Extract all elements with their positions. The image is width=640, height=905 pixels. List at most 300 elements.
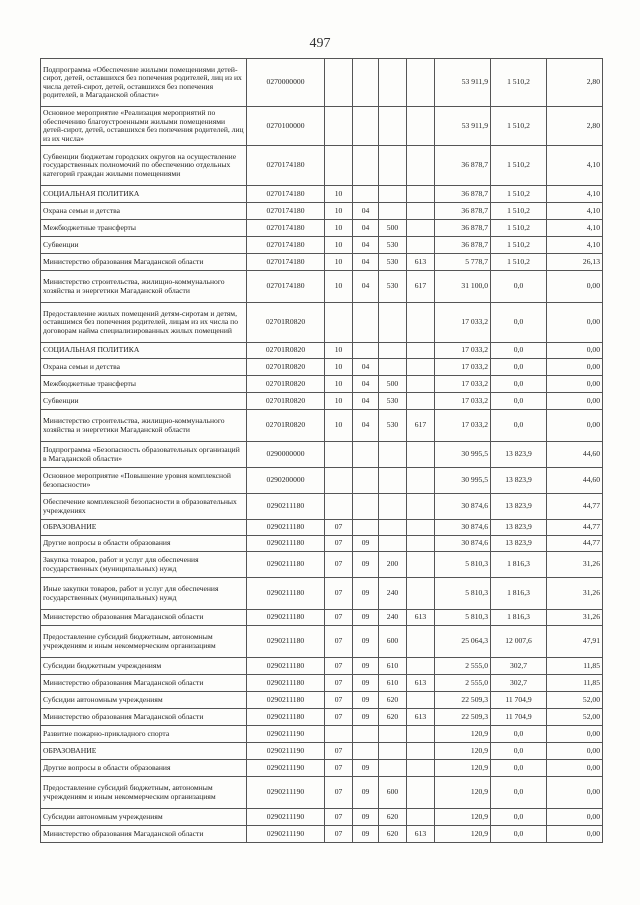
row-name: ОБРАЗОВАНИЕ bbox=[41, 743, 247, 760]
row-subsection: 04 bbox=[353, 393, 379, 410]
row-subsection bbox=[353, 59, 379, 107]
table-body bbox=[41, 59, 603, 843]
row-target-code: 0270000000 bbox=[247, 59, 325, 107]
row-plan-amount: 22 509,3 bbox=[435, 692, 491, 709]
row-section bbox=[325, 442, 353, 468]
row-execution-percent: 31,26 bbox=[547, 578, 603, 610]
row-ministry-code bbox=[407, 809, 435, 826]
row-plan-amount: 5 810,3 bbox=[435, 552, 491, 578]
row-executed-amount: 1 510,2 bbox=[491, 186, 547, 203]
row-subsection: 09 bbox=[353, 826, 379, 843]
row-plan-amount: 22 509,3 bbox=[435, 709, 491, 726]
row-target-code: 0290211180 bbox=[247, 494, 325, 520]
row-plan-amount: 17 033,2 bbox=[435, 410, 491, 442]
row-expense-type bbox=[379, 343, 407, 359]
row-execution-percent: 4,10 bbox=[547, 237, 603, 254]
row-name: Развитие пожарно-прикладного спорта bbox=[41, 726, 247, 743]
row-expense-type: 530 bbox=[379, 237, 407, 254]
row-executed-amount: 0,0 bbox=[491, 303, 547, 343]
row-expense-type: 530 bbox=[379, 393, 407, 410]
row-executed-amount: 11 704,9 bbox=[491, 692, 547, 709]
row-section: 10 bbox=[325, 343, 353, 359]
row-target-code: 0270174180 bbox=[247, 271, 325, 303]
table-row bbox=[41, 203, 603, 220]
row-execution-percent: 0,00 bbox=[547, 777, 603, 809]
row-target-code: 0290211180 bbox=[247, 709, 325, 726]
row-expense-type: 610 bbox=[379, 675, 407, 692]
row-ministry-code: 613 bbox=[407, 709, 435, 726]
row-target-code: 0290211190 bbox=[247, 743, 325, 760]
row-subsection: 09 bbox=[353, 709, 379, 726]
row-subsection bbox=[353, 726, 379, 743]
row-executed-amount: 0,0 bbox=[491, 393, 547, 410]
row-execution-percent: 52,00 bbox=[547, 709, 603, 726]
row-subsection bbox=[353, 520, 379, 536]
table-row bbox=[41, 271, 603, 303]
row-executed-amount: 0,0 bbox=[491, 777, 547, 809]
table-row bbox=[41, 675, 603, 692]
row-section: 07 bbox=[325, 709, 353, 726]
row-plan-amount: 36 878,7 bbox=[435, 237, 491, 254]
row-execution-percent: 44,77 bbox=[547, 520, 603, 536]
row-expense-type bbox=[379, 494, 407, 520]
row-execution-percent: 0,00 bbox=[547, 303, 603, 343]
row-plan-amount: 30 874,6 bbox=[435, 494, 491, 520]
row-ministry-code bbox=[407, 760, 435, 777]
row-target-code: 0290211180 bbox=[247, 536, 325, 552]
row-execution-percent: 44,77 bbox=[547, 536, 603, 552]
row-subsection: 09 bbox=[353, 809, 379, 826]
row-name: Министерство образования Магаданской области bbox=[41, 610, 247, 626]
row-section: 07 bbox=[325, 826, 353, 843]
table-row bbox=[41, 692, 603, 709]
row-executed-amount: 0,0 bbox=[491, 826, 547, 843]
table-row bbox=[41, 254, 603, 271]
table-row bbox=[41, 237, 603, 254]
table-row bbox=[41, 809, 603, 826]
row-execution-percent: 0,00 bbox=[547, 826, 603, 843]
row-subsection bbox=[353, 442, 379, 468]
row-section: 07 bbox=[325, 626, 353, 658]
row-name: Подпрограмма «Обеспечение жилыми помещениями детей-сирот, детей, оставшихся без попечения родителей, лиц из их числа детей-сирот, детей, оставшихся без попечения родителей, в Магаданской области» bbox=[41, 59, 247, 107]
row-executed-amount: 0,0 bbox=[491, 809, 547, 826]
row-executed-amount: 1 816,3 bbox=[491, 552, 547, 578]
row-section: 07 bbox=[325, 552, 353, 578]
row-execution-percent: 11,85 bbox=[547, 658, 603, 675]
row-plan-amount: 17 033,2 bbox=[435, 376, 491, 393]
row-target-code: 0290211180 bbox=[247, 552, 325, 578]
row-ministry-code: 617 bbox=[407, 410, 435, 442]
row-execution-percent: 4,10 bbox=[547, 146, 603, 186]
row-name: СОЦИАЛЬНАЯ ПОЛИТИКА bbox=[41, 186, 247, 203]
row-subsection bbox=[353, 186, 379, 203]
row-subsection bbox=[353, 107, 379, 146]
row-plan-amount: 120,9 bbox=[435, 760, 491, 777]
row-expense-type: 600 bbox=[379, 626, 407, 658]
row-plan-amount: 5 778,7 bbox=[435, 254, 491, 271]
table-row bbox=[41, 359, 603, 376]
row-execution-percent: 4,10 bbox=[547, 203, 603, 220]
row-plan-amount: 2 555,0 bbox=[435, 658, 491, 675]
row-name: Субвенции bbox=[41, 237, 247, 254]
row-executed-amount: 11 704,9 bbox=[491, 709, 547, 726]
row-ministry-code bbox=[407, 376, 435, 393]
row-name: Субсидии автономным учреждениям bbox=[41, 692, 247, 709]
row-section bbox=[325, 726, 353, 743]
row-subsection: 09 bbox=[353, 692, 379, 709]
row-name: Закупка товаров, работ и услуг для обеспечения государственных (муниципальных) нужд bbox=[41, 552, 247, 578]
row-plan-amount: 30 995,5 bbox=[435, 442, 491, 468]
row-ministry-code: 613 bbox=[407, 675, 435, 692]
row-name: Обеспечение комплексной безопасности в образовательных учреждениях bbox=[41, 494, 247, 520]
row-ministry-code bbox=[407, 146, 435, 186]
row-execution-percent: 26,13 bbox=[547, 254, 603, 271]
row-executed-amount: 1 510,2 bbox=[491, 237, 547, 254]
row-ministry-code: 613 bbox=[407, 254, 435, 271]
row-expense-type bbox=[379, 59, 407, 107]
row-target-code: 0270100000 bbox=[247, 107, 325, 146]
row-name: Межбюджетные трансферты bbox=[41, 220, 247, 237]
row-target-code: 0270174180 bbox=[247, 203, 325, 220]
row-subsection bbox=[353, 303, 379, 343]
row-expense-type bbox=[379, 520, 407, 536]
row-executed-amount: 1 510,2 bbox=[491, 59, 547, 107]
row-plan-amount: 53 911,9 bbox=[435, 59, 491, 107]
row-expense-type bbox=[379, 303, 407, 343]
row-target-code: 0290000000 bbox=[247, 442, 325, 468]
row-ministry-code bbox=[407, 536, 435, 552]
row-executed-amount: 0,0 bbox=[491, 410, 547, 442]
row-section: 07 bbox=[325, 777, 353, 809]
row-ministry-code: 613 bbox=[407, 610, 435, 626]
row-target-code: 0290211180 bbox=[247, 675, 325, 692]
row-subsection bbox=[353, 494, 379, 520]
row-execution-percent: 11,85 bbox=[547, 675, 603, 692]
row-subsection: 09 bbox=[353, 578, 379, 610]
row-expense-type bbox=[379, 536, 407, 552]
row-executed-amount: 1 510,2 bbox=[491, 146, 547, 186]
row-expense-type: 530 bbox=[379, 254, 407, 271]
table-row bbox=[41, 410, 603, 442]
row-plan-amount: 36 878,7 bbox=[435, 186, 491, 203]
row-target-code: 0290211180 bbox=[247, 578, 325, 610]
row-name: Другие вопросы в области образования bbox=[41, 760, 247, 777]
row-plan-amount: 120,9 bbox=[435, 726, 491, 743]
row-name: Предоставление субсидий бюджетным, автономным учреждениям и иным некоммерческим организациям bbox=[41, 777, 247, 809]
row-section: 07 bbox=[325, 809, 353, 826]
row-executed-amount: 302,7 bbox=[491, 675, 547, 692]
row-subsection: 04 bbox=[353, 410, 379, 442]
row-subsection: 04 bbox=[353, 220, 379, 237]
row-name: Охрана семьи и детства bbox=[41, 359, 247, 376]
row-target-code: 0270174180 bbox=[247, 146, 325, 186]
row-expense-type: 530 bbox=[379, 410, 407, 442]
row-execution-percent: 0,00 bbox=[547, 343, 603, 359]
row-expense-type bbox=[379, 107, 407, 146]
row-expense-type: 620 bbox=[379, 826, 407, 843]
row-expense-type: 610 bbox=[379, 658, 407, 675]
row-ministry-code: 613 bbox=[407, 826, 435, 843]
row-executed-amount: 0,0 bbox=[491, 359, 547, 376]
row-section: 10 bbox=[325, 237, 353, 254]
row-execution-percent: 4,10 bbox=[547, 220, 603, 237]
row-subsection: 09 bbox=[353, 675, 379, 692]
row-executed-amount: 1 816,3 bbox=[491, 610, 547, 626]
row-executed-amount: 0,0 bbox=[491, 376, 547, 393]
table-row bbox=[41, 777, 603, 809]
row-target-code: 0290211190 bbox=[247, 726, 325, 743]
row-section: 10 bbox=[325, 393, 353, 410]
row-subsection bbox=[353, 146, 379, 186]
row-section: 07 bbox=[325, 658, 353, 675]
row-plan-amount: 17 033,2 bbox=[435, 303, 491, 343]
row-execution-percent: 0,00 bbox=[547, 726, 603, 743]
row-expense-type bbox=[379, 726, 407, 743]
row-name: Субвенции бюджетам городских округов на осуществление государственных полномочий по обеспечению отдельных категорий граждан жилыми помещениями bbox=[41, 146, 247, 186]
row-target-code: 0290211190 bbox=[247, 826, 325, 843]
row-subsection: 04 bbox=[353, 254, 379, 271]
row-name: Министерство образования Магаданской области bbox=[41, 675, 247, 692]
row-ministry-code bbox=[407, 520, 435, 536]
row-target-code: 0270174180 bbox=[247, 186, 325, 203]
row-name: Министерство строительства, жилищно-коммунального хозяйства и энергетики Магаданской области bbox=[41, 410, 247, 442]
row-executed-amount: 12 007,6 bbox=[491, 626, 547, 658]
row-name: Предоставление жилых помещений детям-сиротам и детям, оставшимся без попечения родителей, лицам из их числа по договорам найма специализированных жилых помещений bbox=[41, 303, 247, 343]
table-row bbox=[41, 726, 603, 743]
row-subsection: 04 bbox=[353, 203, 379, 220]
row-target-code: 0290211180 bbox=[247, 626, 325, 658]
row-expense-type: 240 bbox=[379, 578, 407, 610]
row-executed-amount: 302,7 bbox=[491, 658, 547, 675]
row-expense-type bbox=[379, 146, 407, 186]
page-number: 497 bbox=[309, 36, 331, 51]
row-section: 10 bbox=[325, 254, 353, 271]
row-execution-percent: 31,26 bbox=[547, 552, 603, 578]
row-section: 07 bbox=[325, 760, 353, 777]
row-target-code: 0290211190 bbox=[247, 760, 325, 777]
row-ministry-code bbox=[407, 237, 435, 254]
row-plan-amount: 120,9 bbox=[435, 777, 491, 809]
row-execution-percent: 0,00 bbox=[547, 359, 603, 376]
row-section bbox=[325, 107, 353, 146]
table-row bbox=[41, 709, 603, 726]
budget-table bbox=[40, 58, 603, 843]
row-execution-percent: 0,00 bbox=[547, 410, 603, 442]
row-section: 07 bbox=[325, 578, 353, 610]
row-expense-type bbox=[379, 186, 407, 203]
row-subsection: 09 bbox=[353, 658, 379, 675]
table-row bbox=[41, 494, 603, 520]
row-name: СОЦИАЛЬНАЯ ПОЛИТИКА bbox=[41, 343, 247, 359]
row-subsection: 04 bbox=[353, 359, 379, 376]
row-execution-percent: 0,00 bbox=[547, 376, 603, 393]
row-execution-percent: 44,60 bbox=[547, 442, 603, 468]
row-ministry-code bbox=[407, 220, 435, 237]
row-target-code: 02701R0820 bbox=[247, 343, 325, 359]
row-ministry-code bbox=[407, 107, 435, 146]
row-expense-type bbox=[379, 359, 407, 376]
row-section: 07 bbox=[325, 536, 353, 552]
row-executed-amount: 0,0 bbox=[491, 760, 547, 777]
row-executed-amount: 1 510,2 bbox=[491, 220, 547, 237]
row-target-code: 0290211180 bbox=[247, 692, 325, 709]
table-row bbox=[41, 468, 603, 494]
row-plan-amount: 36 878,7 bbox=[435, 203, 491, 220]
row-subsection: 09 bbox=[353, 760, 379, 777]
row-target-code: 0270174180 bbox=[247, 220, 325, 237]
row-name: Предоставление субсидий бюджетным, автономным учреждениям и иным некоммерческим организациям bbox=[41, 626, 247, 658]
row-section bbox=[325, 146, 353, 186]
row-ministry-code bbox=[407, 578, 435, 610]
row-name: Министерство строительства, жилищно-коммунального хозяйства и энергетики Магаданской области bbox=[41, 271, 247, 303]
table-row bbox=[41, 658, 603, 675]
row-section: 07 bbox=[325, 692, 353, 709]
row-executed-amount: 13 823,9 bbox=[491, 494, 547, 520]
row-section bbox=[325, 494, 353, 520]
row-expense-type bbox=[379, 743, 407, 760]
row-name: Межбюджетные трансферты bbox=[41, 376, 247, 393]
row-plan-amount: 17 033,2 bbox=[435, 359, 491, 376]
row-ministry-code bbox=[407, 494, 435, 520]
table-row bbox=[41, 578, 603, 610]
row-expense-type: 200 bbox=[379, 552, 407, 578]
row-expense-type: 500 bbox=[379, 220, 407, 237]
row-target-code: 0290211180 bbox=[247, 658, 325, 675]
row-expense-type: 620 bbox=[379, 692, 407, 709]
row-executed-amount: 0,0 bbox=[491, 726, 547, 743]
row-ministry-code bbox=[407, 343, 435, 359]
row-section bbox=[325, 468, 353, 494]
row-plan-amount: 17 033,2 bbox=[435, 343, 491, 359]
row-target-code: 0270174180 bbox=[247, 237, 325, 254]
row-target-code: 0290211180 bbox=[247, 610, 325, 626]
row-section: 07 bbox=[325, 675, 353, 692]
row-section: 07 bbox=[325, 743, 353, 760]
row-expense-type bbox=[379, 203, 407, 220]
table-row bbox=[41, 536, 603, 552]
table-row bbox=[41, 826, 603, 843]
table-row bbox=[41, 220, 603, 237]
row-ministry-code bbox=[407, 692, 435, 709]
row-executed-amount: 0,0 bbox=[491, 743, 547, 760]
row-plan-amount: 30 995,5 bbox=[435, 468, 491, 494]
row-subsection: 04 bbox=[353, 376, 379, 393]
row-plan-amount: 120,9 bbox=[435, 826, 491, 843]
row-plan-amount: 30 874,6 bbox=[435, 536, 491, 552]
row-subsection bbox=[353, 468, 379, 494]
row-subsection: 09 bbox=[353, 552, 379, 578]
row-executed-amount: 1 816,3 bbox=[491, 578, 547, 610]
table-row bbox=[41, 552, 603, 578]
row-name: Субвенции bbox=[41, 393, 247, 410]
table-row bbox=[41, 376, 603, 393]
row-ministry-code bbox=[407, 442, 435, 468]
row-plan-amount: 5 810,3 bbox=[435, 610, 491, 626]
row-ministry-code: 617 bbox=[407, 271, 435, 303]
row-ministry-code bbox=[407, 777, 435, 809]
row-execution-percent: 31,26 bbox=[547, 610, 603, 626]
row-expense-type: 600 bbox=[379, 777, 407, 809]
row-name: Охрана семьи и детства bbox=[41, 203, 247, 220]
row-subsection: 04 bbox=[353, 237, 379, 254]
row-section: 10 bbox=[325, 376, 353, 393]
row-executed-amount: 1 510,2 bbox=[491, 107, 547, 146]
row-name: Основное мероприятие «Повышение уровня комплексной безопасности» bbox=[41, 468, 247, 494]
row-execution-percent: 44,60 bbox=[547, 468, 603, 494]
row-executed-amount: 13 823,9 bbox=[491, 536, 547, 552]
row-section bbox=[325, 59, 353, 107]
row-ministry-code bbox=[407, 468, 435, 494]
row-plan-amount: 36 878,7 bbox=[435, 220, 491, 237]
row-execution-percent: 0,00 bbox=[547, 743, 603, 760]
row-executed-amount: 1 510,2 bbox=[491, 254, 547, 271]
row-subsection bbox=[353, 343, 379, 359]
row-name: Субсидии бюджетным учреждениям bbox=[41, 658, 247, 675]
row-ministry-code bbox=[407, 743, 435, 760]
row-subsection: 04 bbox=[353, 271, 379, 303]
row-execution-percent: 2,80 bbox=[547, 59, 603, 107]
row-executed-amount: 0,0 bbox=[491, 271, 547, 303]
row-execution-percent: 0,00 bbox=[547, 760, 603, 777]
row-target-code: 0290200000 bbox=[247, 468, 325, 494]
table-row bbox=[41, 186, 603, 203]
row-section: 07 bbox=[325, 610, 353, 626]
row-name: Основное мероприятие «Реализация мероприятий по обеспечению благоустроенными жилыми помещениями детей-сирот, детей, оставшихся без попечения родителей, лиц из их числа» bbox=[41, 107, 247, 146]
row-execution-percent: 0,00 bbox=[547, 809, 603, 826]
row-plan-amount: 36 878,7 bbox=[435, 146, 491, 186]
row-plan-amount: 30 874,6 bbox=[435, 520, 491, 536]
row-name: Министерство образования Магаданской области bbox=[41, 826, 247, 843]
table-row bbox=[41, 107, 603, 146]
row-subsection: 09 bbox=[353, 777, 379, 809]
row-subsection: 09 bbox=[353, 536, 379, 552]
row-name: ОБРАЗОВАНИЕ bbox=[41, 520, 247, 536]
row-plan-amount: 17 033,2 bbox=[435, 393, 491, 410]
table-row bbox=[41, 610, 603, 626]
row-subsection: 09 bbox=[353, 610, 379, 626]
row-target-code: 02701R0820 bbox=[247, 303, 325, 343]
row-plan-amount: 31 100,0 bbox=[435, 271, 491, 303]
row-target-code: 02701R0820 bbox=[247, 393, 325, 410]
row-section: 07 bbox=[325, 520, 353, 536]
row-plan-amount: 120,9 bbox=[435, 743, 491, 760]
row-executed-amount: 13 823,9 bbox=[491, 442, 547, 468]
table-row bbox=[41, 760, 603, 777]
row-ministry-code bbox=[407, 393, 435, 410]
row-executed-amount: 0,0 bbox=[491, 343, 547, 359]
table-row bbox=[41, 520, 603, 536]
row-execution-percent: 2,80 bbox=[547, 107, 603, 146]
row-expense-type: 500 bbox=[379, 376, 407, 393]
row-plan-amount: 120,9 bbox=[435, 809, 491, 826]
row-target-code: 02701R0820 bbox=[247, 359, 325, 376]
row-target-code: 0270174180 bbox=[247, 254, 325, 271]
row-ministry-code bbox=[407, 726, 435, 743]
row-name: Подпрограмма «Безопасность образовательных организаций в Магаданской области» bbox=[41, 442, 247, 468]
row-name: Министерство образования Магаданской области bbox=[41, 254, 247, 271]
row-expense-type bbox=[379, 468, 407, 494]
row-ministry-code bbox=[407, 59, 435, 107]
row-subsection bbox=[353, 743, 379, 760]
table-row bbox=[41, 343, 603, 359]
row-plan-amount: 5 810,3 bbox=[435, 578, 491, 610]
table-row bbox=[41, 442, 603, 468]
row-name: Министерство образования Магаданской области bbox=[41, 709, 247, 726]
row-name: Другие вопросы в области образования bbox=[41, 536, 247, 552]
row-plan-amount: 25 064,3 bbox=[435, 626, 491, 658]
row-ministry-code bbox=[407, 626, 435, 658]
row-executed-amount: 13 823,9 bbox=[491, 468, 547, 494]
